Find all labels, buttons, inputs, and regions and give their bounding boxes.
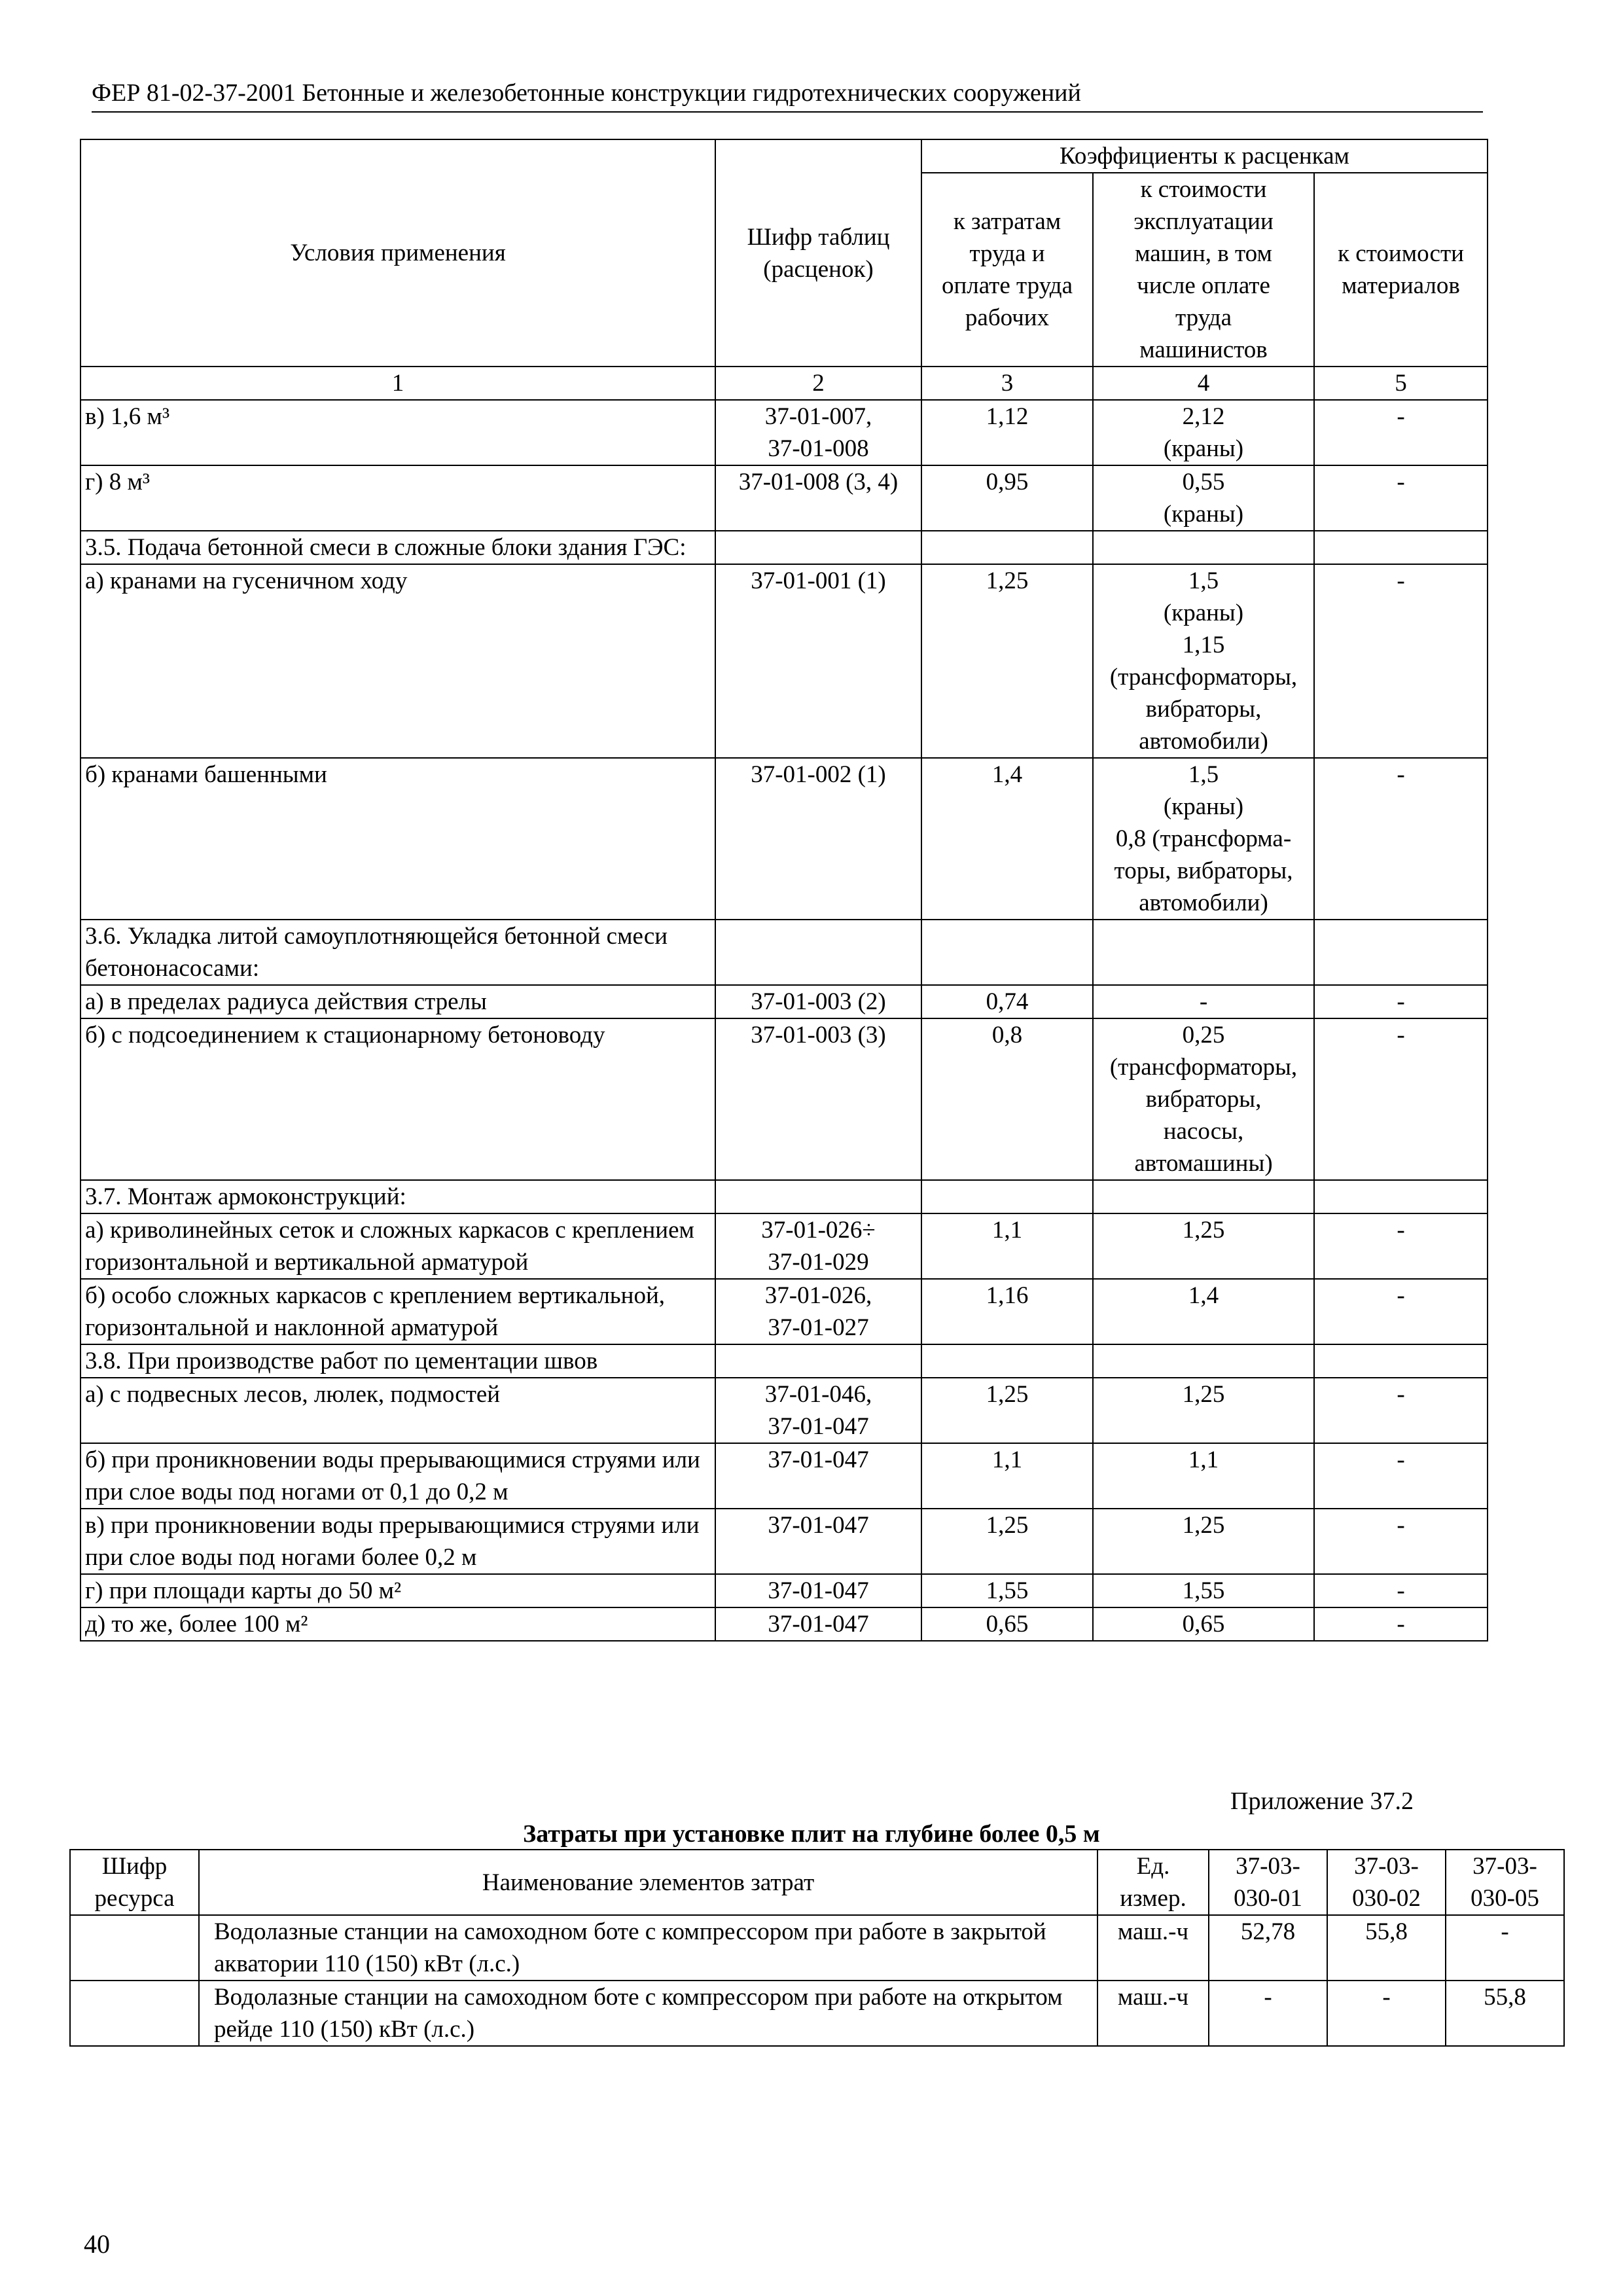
code-cell: 37-01-026, 37-01-027 [715, 1279, 921, 1344]
appendix-label: Приложение 37.2 [1230, 1787, 1414, 1815]
table-row [80, 400, 1488, 465]
material-coef-cell: - [1314, 1443, 1488, 1509]
value-030-01-cell: - [1209, 1981, 1327, 2046]
col-030-01-header: 37-03- 030-01 [1209, 1850, 1327, 1915]
code-cell: 37-01-001 (1) [715, 564, 921, 758]
code-cell: 37-01-003 (2) [715, 985, 921, 1018]
code-cell [715, 1344, 921, 1378]
material-coef-cell [1314, 1344, 1488, 1378]
column-number: 4 [1093, 367, 1314, 400]
labor-coef-cell [921, 1344, 1093, 1378]
condition-cell: 3.8. При производстве работ по цементации швов [80, 1344, 715, 1378]
material-coef-cell: - [1314, 758, 1488, 920]
material-coef-cell: - [1314, 1279, 1488, 1344]
machine-coef-cell: 0,55 (краны) [1093, 465, 1314, 531]
condition-cell: в) 1,6 м³ [80, 400, 715, 465]
machine-coef-cell: 1,25 [1093, 1378, 1314, 1443]
cost-table [69, 1849, 1565, 2047]
cost-table-title: Затраты при установке плит на глубине более 0,5 м [523, 1820, 1100, 1848]
machine-coef-cell: 1,25 [1093, 1509, 1314, 1574]
value-030-02-cell: - [1327, 1981, 1446, 2046]
page-number: 40 [84, 2229, 110, 2259]
material-coef-cell [1314, 1180, 1488, 1213]
condition-cell: в) при проникновении воды прерывающимися струями или при слое воды под ногами более 0,2 м [80, 1509, 715, 1574]
labor-coef-cell: 1,25 [921, 1509, 1093, 1574]
material-coef-cell: - [1314, 1378, 1488, 1443]
coefficients-table-body [80, 400, 1488, 1641]
table-row [80, 1509, 1488, 1574]
table-row [80, 531, 1488, 564]
unit-cell: маш.-ч [1097, 1981, 1209, 2046]
cost-name-cell: Водолазные станции на самоходном боте с компрессором при работе в закрытой акватории 110 (150) кВт (л.с.) [199, 1915, 1097, 1981]
labor-coef-cell: 1,25 [921, 564, 1093, 758]
material-coef-cell: - [1314, 1509, 1488, 1574]
machine-coef-cell: - [1093, 985, 1314, 1018]
material-coef-cell: - [1314, 400, 1488, 465]
condition-cell: а) криволинейных сеток и сложных каркасов с креплением горизонтальной и вертикальной арматурой [80, 1213, 715, 1279]
condition-cell: б) с подсоединением к стационарному бетоноводу [80, 1018, 715, 1180]
labor-coef-cell [921, 1180, 1093, 1213]
table-row [70, 1915, 1564, 1981]
labor-coef-cell: 0,95 [921, 465, 1093, 531]
code-cell: 37-01-026÷ 37-01-029 [715, 1213, 921, 1279]
condition-cell: г) при площади карты до 50 м² [80, 1574, 715, 1607]
code-cell: 37-01-047 [715, 1574, 921, 1607]
labor-coef-cell: 1,4 [921, 758, 1093, 920]
code-cell: 37-01-007, 37-01-008 [715, 400, 921, 465]
material-coef-cell: - [1314, 564, 1488, 758]
col-machines-header: к стоимости эксплуатации машин, в том числе оплате труда машинистов [1093, 173, 1314, 367]
material-coef-cell [1314, 531, 1488, 564]
condition-cell: б) особо сложных каркасов с креплением вертикальной, горизонтальной и наклонной арматурой [80, 1279, 715, 1344]
condition-cell: г) 8 м³ [80, 465, 715, 531]
document-header: ФЕР 81-02-37-2001 Бетонные и железобетонные конструкции гидротехнических сооружений [92, 77, 1483, 113]
table-row [80, 1213, 1488, 1279]
machine-coef-cell: 1,4 [1093, 1279, 1314, 1344]
cost-table-body [70, 1915, 1564, 2046]
labor-coef-cell: 1,25 [921, 1378, 1093, 1443]
material-coef-cell: - [1314, 1018, 1488, 1180]
machine-coef-cell: 1,5 (краны) 0,8 (трансформа- торы, вибраторы, автомобили) [1093, 758, 1314, 920]
col-materials-header: к стоимости материалов [1314, 173, 1488, 367]
table-row [80, 1574, 1488, 1607]
condition-cell: б) кранами башенными [80, 758, 715, 920]
machine-coef-cell [1093, 531, 1314, 564]
condition-cell: а) в пределах радиуса действия стрелы [80, 985, 715, 1018]
col-labor-header: к затратам труда и оплате труда рабочих [921, 173, 1093, 367]
value-030-02-cell: 55,8 [1327, 1915, 1446, 1981]
labor-coef-cell: 0,8 [921, 1018, 1093, 1180]
machine-coef-cell: 1,1 [1093, 1443, 1314, 1509]
machine-coef-cell [1093, 920, 1314, 985]
col-conditions-header: Условия применения [80, 139, 715, 367]
material-coef-cell: - [1314, 1607, 1488, 1641]
col-unit-header: Ед. измер. [1097, 1850, 1209, 1915]
machine-coef-cell: 1,5 (краны) 1,15 (трансформаторы, вибраторы, автомобили) [1093, 564, 1314, 758]
value-030-05-cell: 55,8 [1446, 1981, 1564, 2046]
col-resource-code-header: Шифр ресурса [70, 1850, 199, 1915]
labor-coef-cell: 0,65 [921, 1607, 1093, 1641]
col-030-05-header: 37-03- 030-05 [1446, 1850, 1564, 1915]
material-coef-cell [1314, 920, 1488, 985]
column-number: 5 [1314, 367, 1488, 400]
condition-cell: 3.6. Укладка литой самоуплотняющейся бетонной смеси бетононасосами: [80, 920, 715, 985]
code-cell: 37-01-047 [715, 1509, 921, 1574]
code-cell [715, 1180, 921, 1213]
condition-cell: б) при проникновении воды прерывающимися струями или при слое воды под ногами от 0,1 до 0,2 м [80, 1443, 715, 1509]
machine-coef-cell: 0,25 (трансформаторы, вибраторы, насосы, автомашины) [1093, 1018, 1314, 1180]
code-cell [715, 920, 921, 985]
labor-coef-cell: 1,55 [921, 1574, 1093, 1607]
value-030-01-cell: 52,78 [1209, 1915, 1327, 1981]
table-row [80, 1443, 1488, 1509]
condition-cell: 3.5. Подача бетонной смеси в сложные блоки здания ГЭС: [80, 531, 715, 564]
condition-cell: 3.7. Монтаж армоконструкций: [80, 1180, 715, 1213]
table-row [80, 920, 1488, 985]
code-cell: 37-01-047 [715, 1443, 921, 1509]
resource-code-cell [70, 1981, 199, 2046]
table-row [80, 1018, 1488, 1180]
unit-cell: маш.-ч [1097, 1915, 1209, 1981]
column-number-row [80, 367, 1488, 400]
col-coefficients-group-header: Коэффициенты к расценкам [921, 139, 1488, 173]
table-row [80, 1180, 1488, 1213]
table-row [80, 465, 1488, 531]
code-cell [715, 531, 921, 564]
table-row [80, 985, 1488, 1018]
value-030-05-cell: - [1446, 1915, 1564, 1981]
table-row [80, 758, 1488, 920]
code-cell: 37-01-008 (3, 4) [715, 465, 921, 531]
labor-coef-cell: 1,1 [921, 1443, 1093, 1509]
machine-coef-cell: 2,12 (краны) [1093, 400, 1314, 465]
labor-coef-cell [921, 920, 1093, 985]
coefficients-table [80, 139, 1488, 1641]
table-row [80, 1607, 1488, 1641]
material-coef-cell: - [1314, 465, 1488, 531]
column-number: 2 [715, 367, 921, 400]
code-cell: 37-01-046, 37-01-047 [715, 1378, 921, 1443]
condition-cell: а) с подвесных лесов, люлек, подмостей [80, 1378, 715, 1443]
table-row [80, 1344, 1488, 1378]
labor-coef-cell: 0,74 [921, 985, 1093, 1018]
labor-coef-cell: 1,1 [921, 1213, 1093, 1279]
machine-coef-cell [1093, 1180, 1314, 1213]
col-code-header: Шифр таблиц (расценок) [715, 139, 921, 367]
labor-coef-cell [921, 531, 1093, 564]
labor-coef-cell: 1,12 [921, 400, 1093, 465]
table-row [80, 1279, 1488, 1344]
machine-coef-cell: 0,65 [1093, 1607, 1314, 1641]
table-row [80, 564, 1488, 758]
machine-coef-cell: 1,25 [1093, 1213, 1314, 1279]
column-number: 3 [921, 367, 1093, 400]
code-cell: 37-01-002 (1) [715, 758, 921, 920]
table-row [80, 1378, 1488, 1443]
machine-coef-cell [1093, 1344, 1314, 1378]
cost-name-cell: Водолазные станции на самоходном боте с компрессором при работе на открытом рейде 110 (150) кВт (л.с.) [199, 1981, 1097, 2046]
condition-cell: а) кранами на гусеничном ходу [80, 564, 715, 758]
machine-coef-cell: 1,55 [1093, 1574, 1314, 1607]
labor-coef-cell: 1,16 [921, 1279, 1093, 1344]
code-cell: 37-01-003 (3) [715, 1018, 921, 1180]
condition-cell: д) то же, более 100 м² [80, 1607, 715, 1641]
table-row [70, 1981, 1564, 2046]
col-030-02-header: 37-03- 030-02 [1327, 1850, 1446, 1915]
material-coef-cell: - [1314, 1213, 1488, 1279]
col-cost-name-header: Наименование элементов затрат [199, 1850, 1097, 1915]
material-coef-cell: - [1314, 985, 1488, 1018]
resource-code-cell [70, 1915, 199, 1981]
column-number: 1 [80, 367, 715, 400]
material-coef-cell: - [1314, 1574, 1488, 1607]
code-cell: 37-01-047 [715, 1607, 921, 1641]
